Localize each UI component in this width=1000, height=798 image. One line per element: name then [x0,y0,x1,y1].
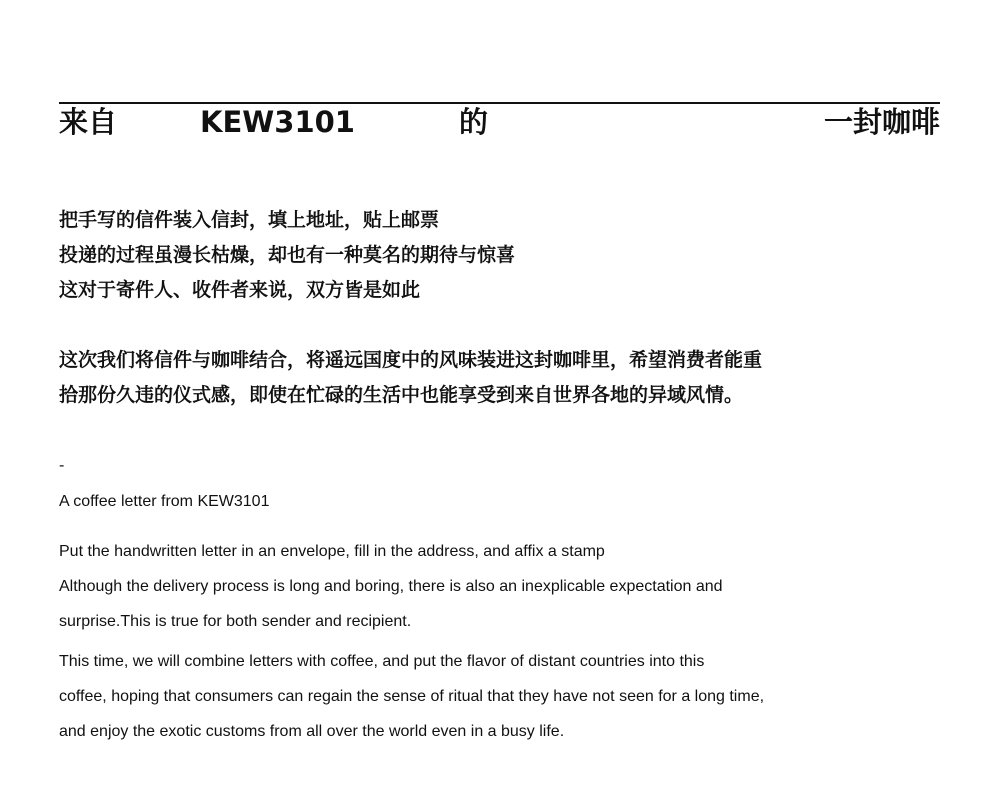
en-paragraph-2-line-2: coffee, hoping that consumers can regain the sense of ritual that they have not seen for a long time, [59,688,765,705]
zh-paragraph-1-line-2: 投递的过程虽漫长枯燥，却也有一种莫名的期待与惊喜 [59,244,516,266]
en-paragraph-1-line-1: Put the handwritten letter in an envelope, fill in the address, and affix a stamp [59,543,605,560]
zh-paragraph-1-line-1: 把手写的信件装入信封，填上地址，贴上邮票 [59,209,440,231]
title-rule [59,102,940,104]
title-from: 来自 [59,105,118,139]
zh-paragraph-1-line-3: 这对于寄件人、收件者来说，双方皆是如此 [59,279,421,301]
zh-paragraph-2-line-2: 拾那份久违的仪式感，即使在忙碌的生活中也能享受到来自世界各地的异域风情。 [59,384,744,406]
en-paragraph-2-line-3: and enjoy the exotic customs from all over the world even in a busy life. [59,723,565,740]
title-of: 的 [459,105,489,139]
en-paragraph-1-line-2: Although the delivery process is long and boring, there is also an inexplicable expectation and [59,578,723,595]
en-paragraph-2-line-1: This time, we will combine letters with coffee, and put the flavor of distant countries into this [59,653,705,670]
section-separator: - [59,457,65,474]
en-paragraph-1-line-3: surprise.This is true for both sender and recipient. [59,613,412,630]
zh-paragraph-2-line-1: 这次我们将信件与咖啡结合，将遥远国度中的风味装进这封咖啡里，希望消费者能重 [59,349,763,371]
title-coffee: 一封咖啡 [823,105,940,139]
en-title: A coffee letter from KEW3101 [59,493,270,510]
title-sender: KEW3101 [200,105,355,139]
